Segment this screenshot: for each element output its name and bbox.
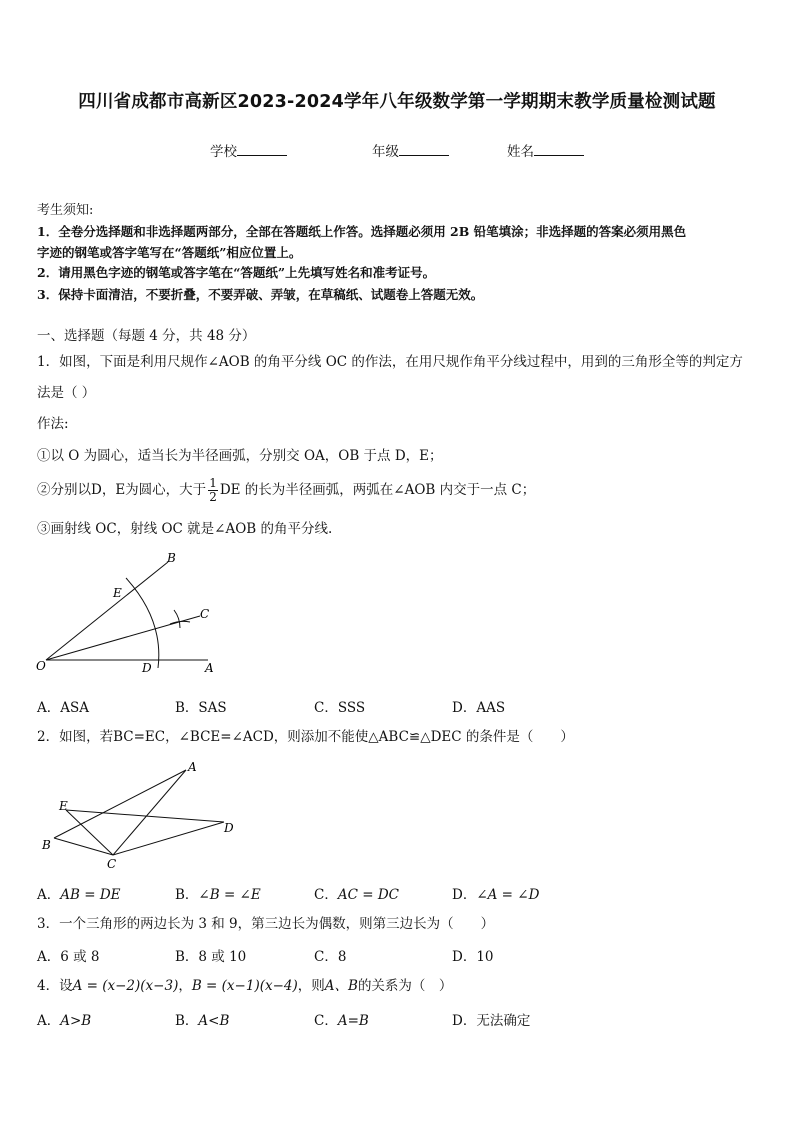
q4-option-a[interactable]: A．A>B [37, 1013, 92, 1029]
q3-option-b[interactable]: B．8 或 10 [175, 949, 247, 965]
notice-line-2: 字迹的钢笔或答字笔写在“答题纸”相应位置上。 [37, 245, 302, 260]
q1-stem-line2: 法是（ ） [37, 385, 96, 401]
q1-step1: ①以 O 为圆心，适当长为半径画弧，分别交 OA，OB 于点 D，E； [37, 448, 443, 464]
q1-step2-pre: ②分别以D，E为圆心，大于 [37, 482, 207, 498]
q3-option-a[interactable]: A．6 或 8 [37, 949, 100, 965]
q1-angle-figure [30, 548, 230, 678]
q4-stem: 4．设A = (x−2)(x−3)，B = (x−1)(x−4)，则A、B的关系为（ ） [37, 978, 453, 994]
q3-option-c[interactable]: C．8 [314, 949, 347, 965]
grade-field [372, 140, 449, 160]
page-title: 四川省成都市高新区2023-2024学年八年级数学第一学期期末教学质量检测试题 [78, 92, 716, 112]
q3-option-d[interactable]: D．10 [452, 949, 494, 965]
school-field [210, 140, 287, 160]
name-field [507, 140, 584, 160]
label-b: B [167, 551, 176, 565]
name-blank [534, 141, 584, 156]
label-c: C [107, 857, 117, 871]
grade-label: 年级 [372, 144, 399, 160]
label-d: D [224, 821, 234, 835]
q4-option-d[interactable]: D．无法确定 [452, 1013, 531, 1029]
notice-line-1: 1．全卷分选择题和非选择题两部分，全部在答题纸上作答。选择题必须用 2B 铅笔填涂；非选择题的答案必须用黑色 [37, 224, 687, 239]
ray-oc [46, 616, 200, 660]
notice-line-3: 2．请用黑色字迹的钢笔或答字笔在“答题纸”上先填写姓名和准考证号。 [37, 265, 436, 280]
label-c: C [200, 607, 210, 621]
q2-option-d[interactable]: D．∠A = ∠D [452, 887, 540, 903]
q1-option-c[interactable]: C．SSS [314, 700, 366, 716]
q4-option-b[interactable]: B．A<B [175, 1013, 230, 1029]
q1-option-b[interactable]: B．SAS [175, 700, 227, 716]
q1-step3: ③画射线 OC，射线 OC 就是∠AOB 的角平分线. [37, 521, 333, 537]
label-a: A [188, 760, 197, 774]
label-d: D [142, 661, 152, 675]
q3-stem: 3．一个三角形的两边长为 3 和 9，第三边长为偶数，则第三边长为（ ） [37, 916, 495, 932]
section-heading: 一、选择题（每题 4 分，共 48 分） [37, 328, 256, 344]
q1-step2-post: DE 的长为半径画弧，两弧在∠AOB 内交于一点 C； [219, 482, 536, 498]
q2-option-c[interactable]: C．AC = DC [314, 887, 399, 903]
half-fraction: $\frac{1}{2}$ [209, 476, 217, 504]
school-blank [237, 141, 287, 156]
label-o: O [36, 659, 46, 673]
q2-option-a[interactable]: A．AB = DE [37, 887, 121, 903]
seg-ed [66, 810, 224, 822]
ray-ob [46, 562, 168, 660]
seg-cd [113, 822, 224, 855]
q1-step2 [37, 474, 759, 506]
q2-option-b[interactable]: B．∠B = ∠E [175, 887, 261, 903]
notice-heading: 考生须知: [37, 203, 94, 218]
label-a: A [205, 661, 214, 675]
label-b: B [42, 838, 51, 852]
seg-ca [113, 770, 186, 855]
label-e: E [59, 799, 68, 813]
q1-method-label: 作法: [37, 416, 69, 432]
q1-option-a[interactable]: A．ASA [37, 700, 89, 716]
notice-line-4: 3．保持卡面清洁，不要折叠，不要弄破、弄皱，在草稿纸、试题卷上答题无效。 [37, 287, 484, 302]
school-label: 学校 [210, 144, 237, 160]
name-label: 姓名 [507, 144, 534, 160]
q1-option-d[interactable]: D．AAS [452, 700, 506, 716]
arc-c-1 [174, 610, 180, 628]
grade-blank [399, 141, 449, 156]
q1-stem-line1: 1．如图，下面是利用尺规作∠AOB 的角平分线 OC 的作法，在用尺规作角平分线过程中，用到的三角形全等的判定方 [37, 354, 743, 370]
label-e: E [113, 586, 122, 600]
q2-stem: 2．如图，若BC=EC，∠BCE=∠ACD，则添加不能使△ABC≌△DEC 的条件是（ ） [37, 729, 574, 745]
q2-triangle-figure [36, 758, 246, 873]
seg-ba [54, 770, 186, 838]
q4-option-c[interactable]: C．A=B [314, 1013, 369, 1029]
